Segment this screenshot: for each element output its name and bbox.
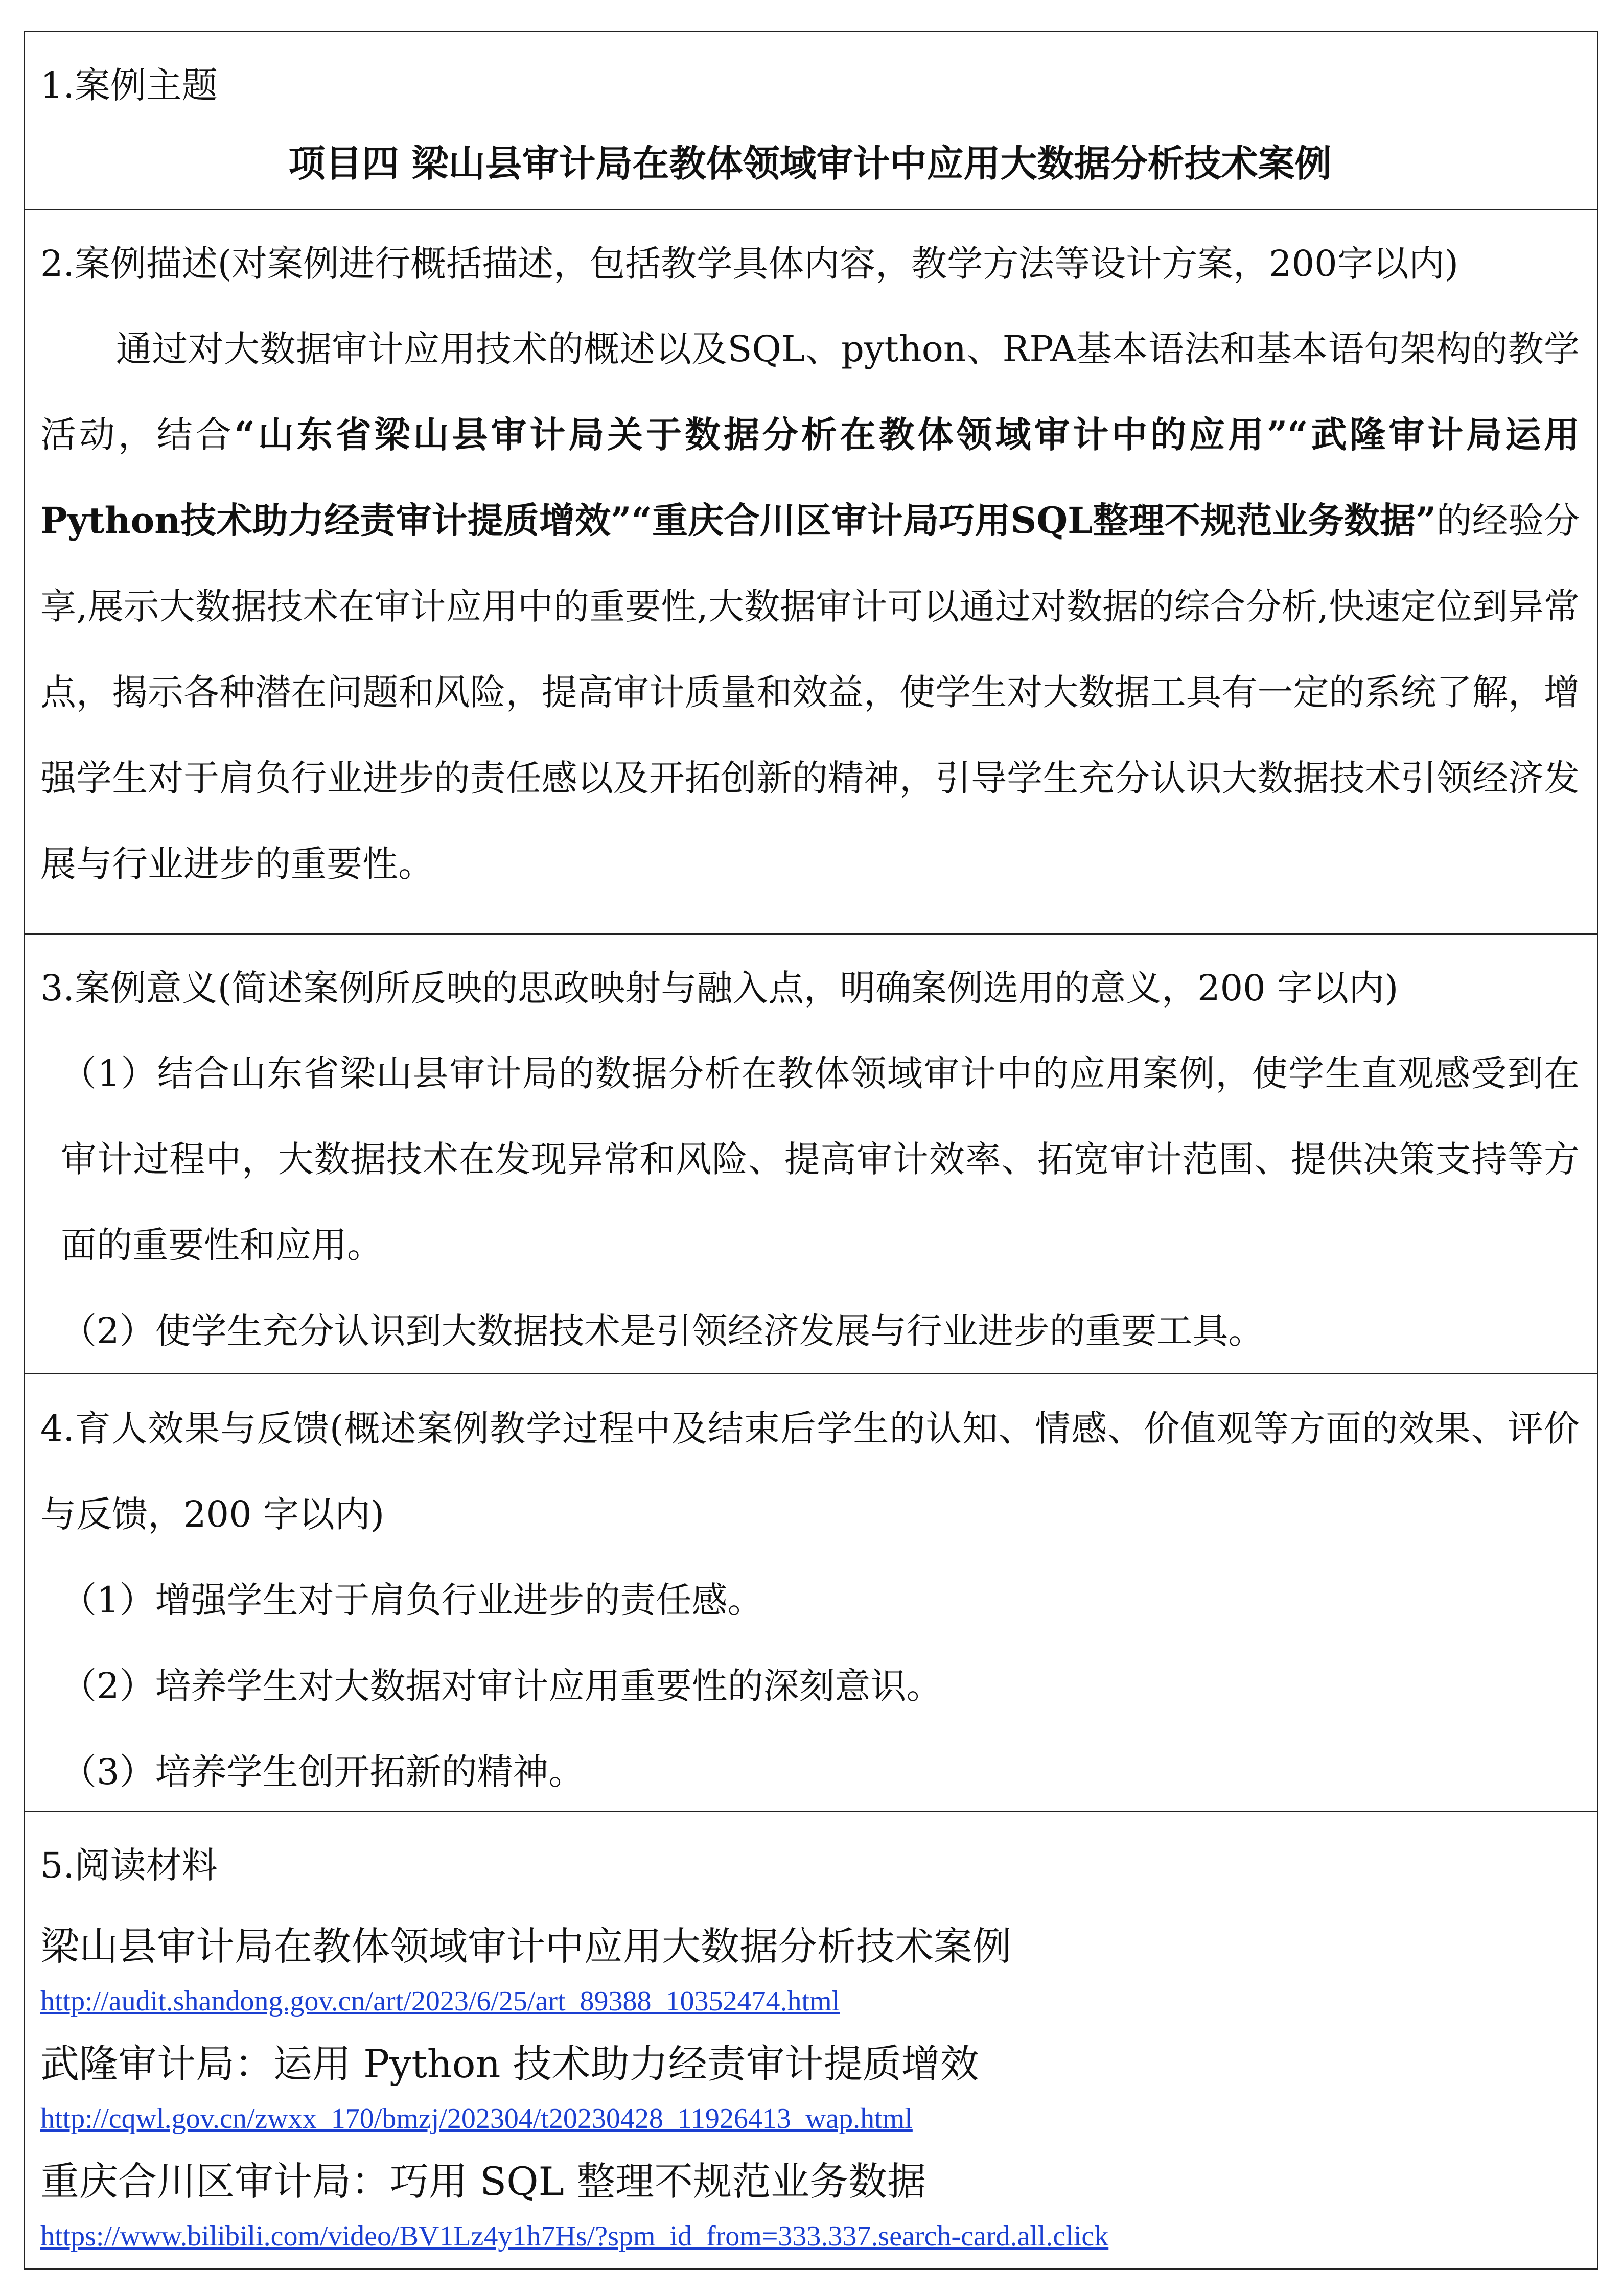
section-reading-materials (25, 1811, 1597, 2268)
description-text-after: 的经验分享,展示大数据技术在审计应用中的重要性,大数据审计可以通过对数据的综合分析,快速定位到异常点，揭示各种潜在问题和风险，提高审计质量和效益，使学生对大数据工具有一定的系统了解，增强学生对于肩负行业进步的责任感以及开拓创新的精神，引导学生充分认识大数据技术引领经济发展与行业进步的重要性。 (40, 500, 1580, 885)
reading-material-link[interactable]: http://cqwl.gov.cn/zwxx_170/bmzj/202304/t20230428_11926413_wap.html (40, 2103, 913, 2135)
description-paragraph (40, 306, 1580, 907)
section-heading: 3.案例意义(简述案例所反映的思政映射与融入点，明确案例选用的意义，200 字以内) (40, 967, 1399, 1009)
section-case-theme (25, 32, 1597, 209)
section-education-effect (25, 1373, 1597, 1811)
case-title: 项目四 梁山县审计局在教体领域审计中应用大数据分析技术案例 (288, 142, 1332, 185)
reading-material-title: 武隆审计局：运用 Python 技术助力经责审计提质增效 (40, 2041, 979, 2087)
list-item: （2）培养学生对大数据对审计应用重要性的深刻意识。 (61, 1665, 942, 1707)
description-bold-cases: “山东省梁山县审计局关于数据分析在教体领域审计中的应用”“武隆审计局运用Python技术助力经责审计提质增效”“重庆合川区审计局巧用SQL整理不规范业务数据” (40, 413, 1580, 542)
description-text-before: 通过对大数据审计应用技术的概述以及SQL、python、RPA基本语法和基本语句架构的教学活动，结合 (40, 328, 1580, 456)
list-item: （1）结合山东省梁山县审计局的数据分析在教体领域审计中的应用案例，使学生直观感受到在审计过程中，大数据技术在发现异常和风险、提高审计效率、拓宽审计范围、提供决策支持等方面的重要性和应用。 (61, 1052, 1580, 1266)
section-case-description (25, 209, 1597, 933)
reading-material-link[interactable]: https://www.bilibili.com/video/BV1Lz4y1h7Hs/?spm_id_from=333.337.search-card.all.click (40, 2220, 1109, 2252)
section-heading: 4.育人效果与反馈(概述案例教学过程中及结束后学生的认知、情感、价值观等方面的效果、评价与反馈，200 字以内) (40, 1408, 1580, 1535)
section-heading: 1.案例主题 (40, 64, 218, 106)
reading-material-title: 梁山县审计局在教体领域审计中应用大数据分析技术案例 (40, 1924, 1011, 1969)
section-case-significance (25, 933, 1597, 1373)
list-item: （1）增强学生对于肩负行业进步的责任感。 (61, 1579, 763, 1621)
reading-material-link[interactable]: http://audit.shandong.gov.cn/art/2023/6/25/art_89388_10352474.html (40, 1985, 840, 2017)
case-table (24, 31, 1598, 2270)
list-item: （3）培养学生创开拓新的精神。 (61, 1751, 585, 1793)
section-heading: 2.案例描述(对案例进行概括描述，包括教学具体内容，教学方法等设计方案，200字以内) (40, 243, 1459, 285)
reading-material-title: 重庆合川区审计局：巧用 SQL 整理不规范业务数据 (40, 2159, 926, 2204)
list-item: （2）使学生充分认识到大数据技术是引领经济发展与行业进步的重要工具。 (61, 1310, 1264, 1352)
section-heading: 5.阅读材料 (40, 1844, 218, 1886)
